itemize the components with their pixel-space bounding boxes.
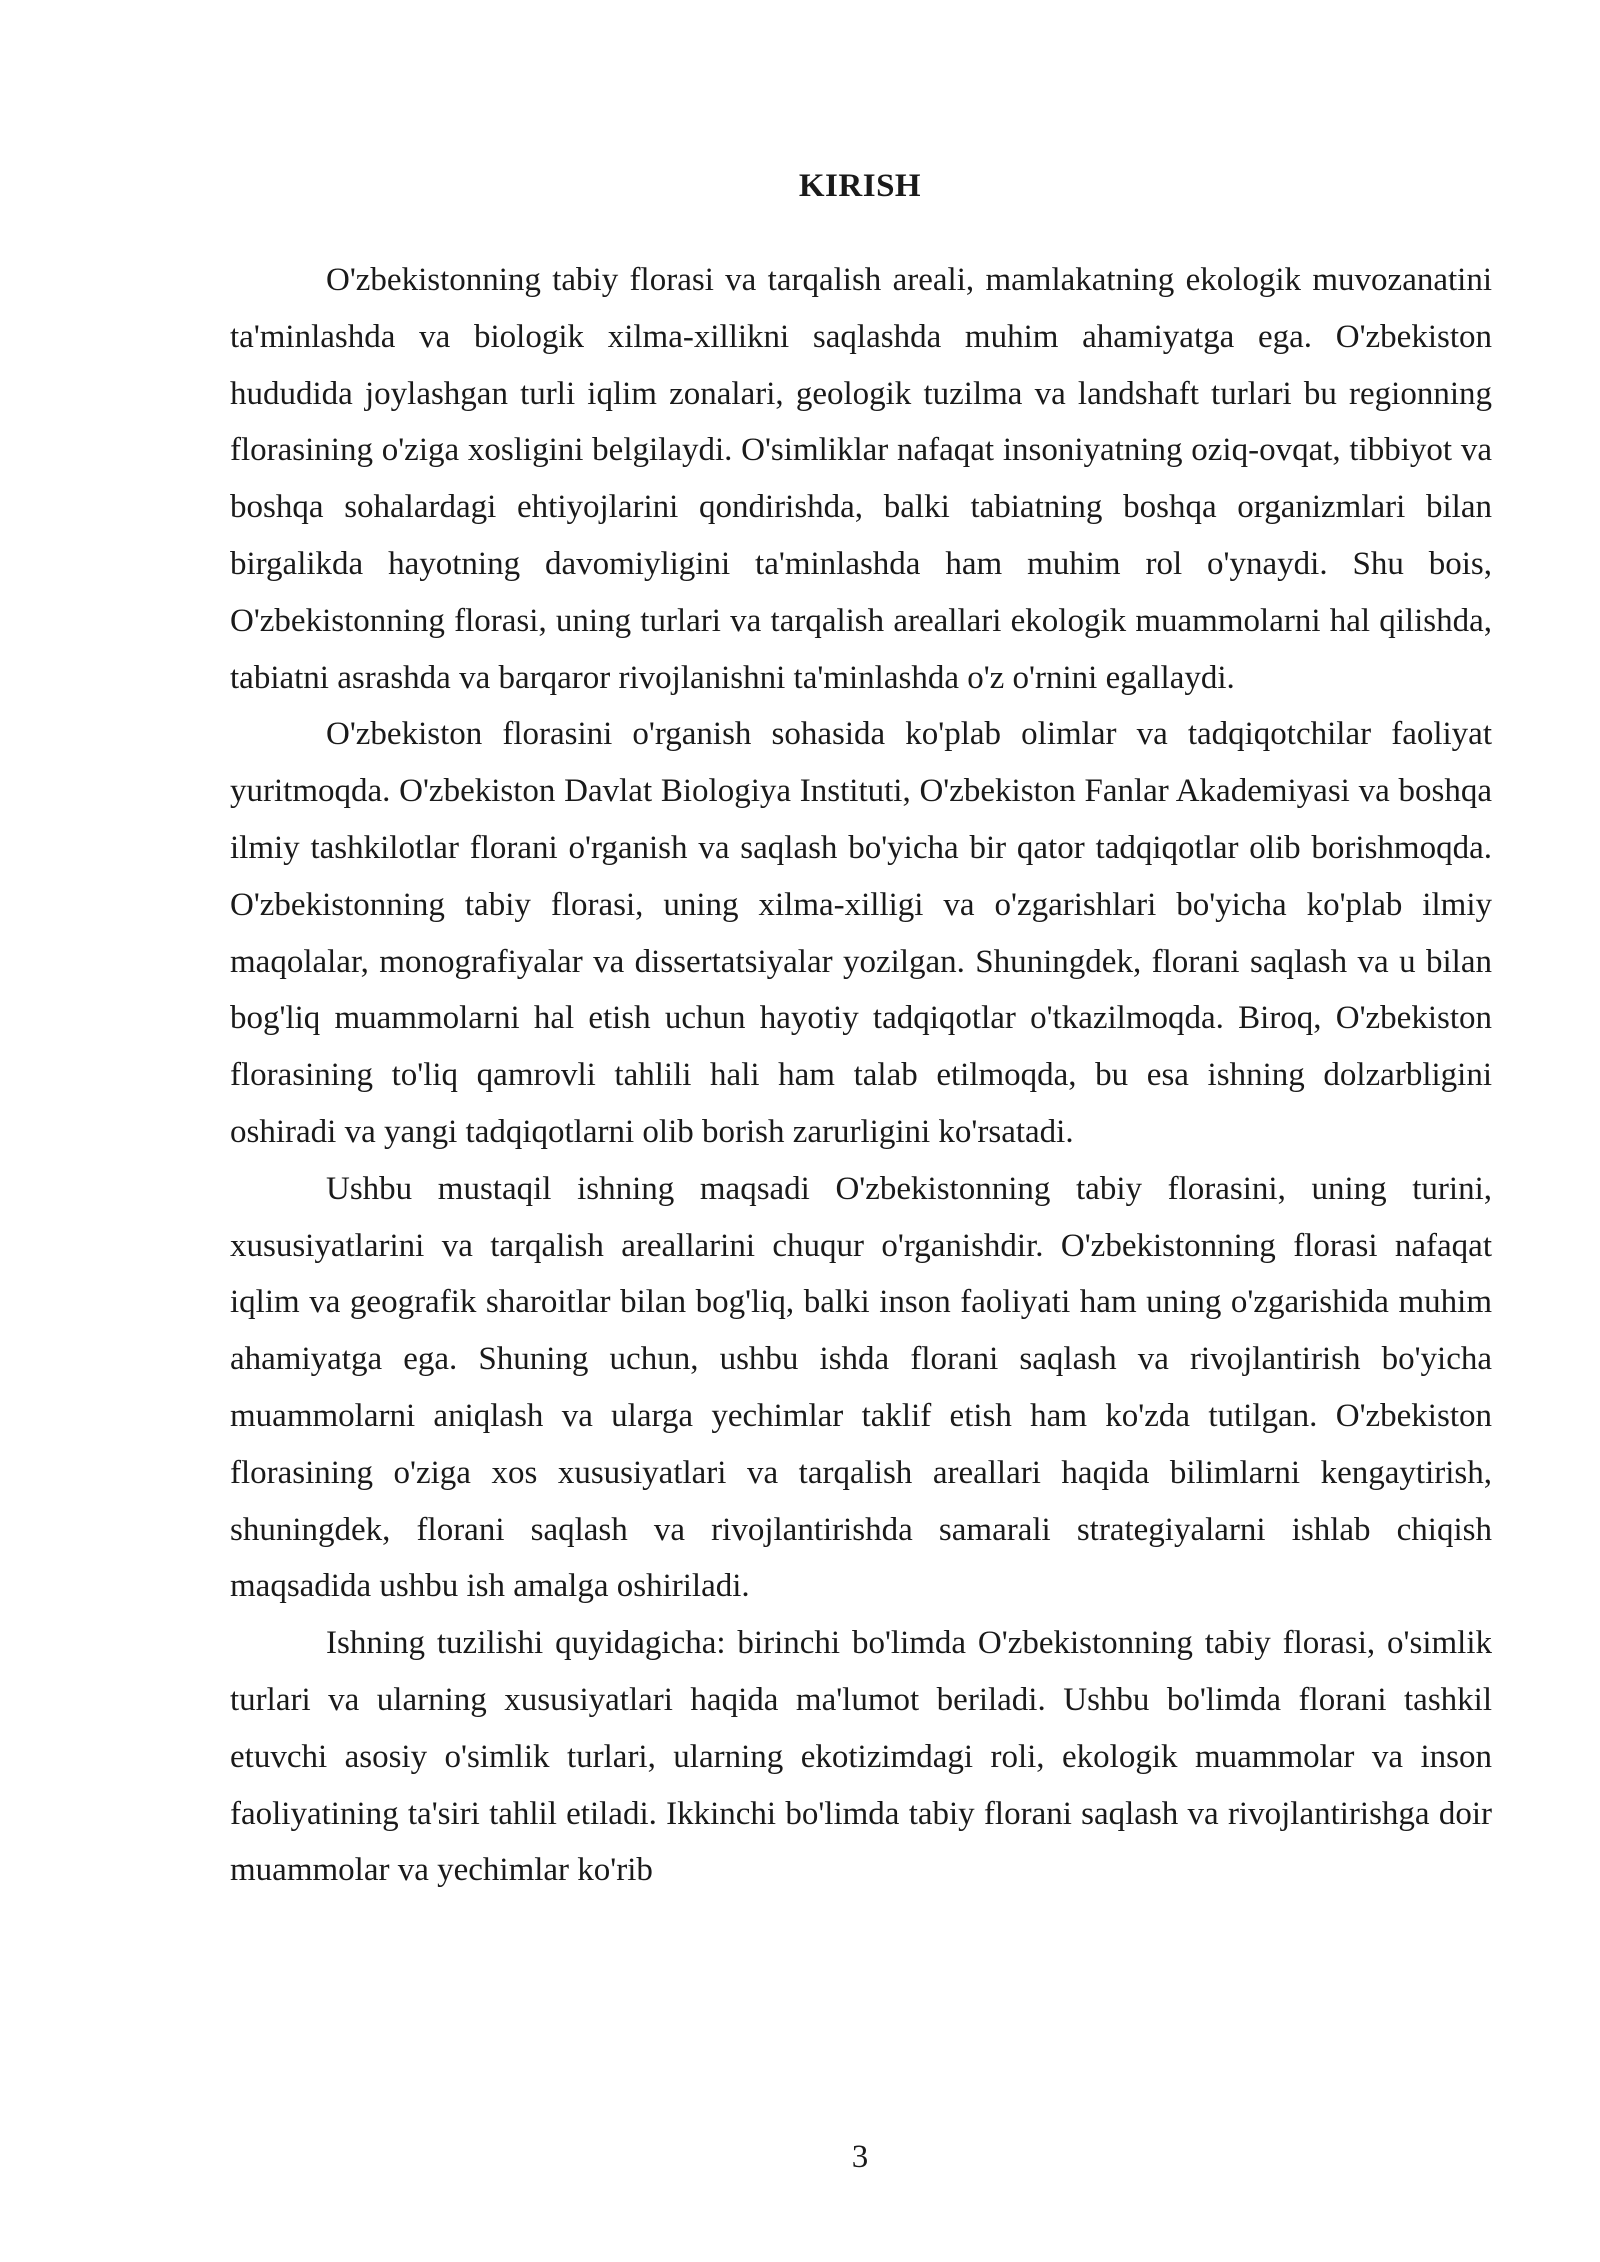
- paragraph-3: Ushbu mustaqil ishning maqsadi O'zbekistonning tabiy florasini, uning turini, xususiyatlarini va tarqalish areallarini chuqur o'rganishdir. O'zbekistonning florasi nafaqat iqlim va geografik sharoitlar bilan bog'liq, balki inson faoliyati ham uning o'zgarishida muhim ahamiyatga ega. Shuning uchun, ushbu ishda florani saqlash va rivojlantirish bo'yicha muammolarni aniqlash va ularga yechimlar taklif etish ham ko'zda tutilgan. O'zbekiston florasining o'ziga xos xususiyatlari va tarqalish areallari haqida bilimlarni kengaytirish, shuningdek, florani saqlash va rivojlantirishda samarali strategiyalarni ishlab chiqish maqsadida ushbu ish amalga oshiriladi.: [230, 1170, 1492, 1605]
- body-text: [230, 252, 1492, 1899]
- page-title: KIRISH: [798, 168, 922, 204]
- paragraph-4: Ishning tuzilishi quyidagicha: birinchi bo'limda O'zbekistonning tabiy florasi, o'simlik turlari va ularning xususiyatlari haqida ma'lumot beriladi. Ushbu bo'limda florani tashkil etuvchi asosiy o'simlik turlari, ularning ekotizimdagi roli, ekologik muammolar va inson faoliyatining ta'siri tahlil etiladi. Ikkinchi bo'limda tabiy florani saqlash va rivojlantirishga doir muammolar va yechimlar ko'rib: [230, 1625, 1492, 1889]
- paragraph-2: O'zbekiston florasini o'rganish sohasida ko'plab olimlar va tadqiqotchilar faoliyat yuritmoqda. O'zbekiston Davlat Biologiya Instituti, O'zbekiston Fanlar Akademiyasi va boshqa ilmiy tashkilotlar florani o'rganish va saqlash bo'yicha bir qator tadqiqotlar olib borishmoqda. O'zbekistonning tabiy florasi, uning xilma-xilligi va o'zgarishlari bo'yicha ko'plab ilmiy maqolalar, monografiyalar va dissertatsiyalar yozilgan. Shuningdek, florani saqlash va u bilan bog'liq muammolarni hal etish uchun hayotiy tadqiqotlar o'tkazilmoqda. Biroq, O'zbekiston florasining to'liq qamrovli tahlili hali ham talab etilmoqda, bu esa ishning dolzarbligini oshiradi va yangi tadqiqotlarni olib borish zarurligini ko'rsatadi.: [230, 716, 1492, 1150]
- paragraph-1: O'zbekistonning tabiy florasi va tarqalish areali, mamlakatning ekologik muvozanatini ta'minlashda va biologik xilma-xillikni saqlashda muhim ahamiyatga ega. O'zbekiston hududida joylashgan turli iqlim zonalari, geologik tuzilma va landshaft turlari bu regionning florasining o'ziga xosligini belgilaydi. O'simliklar nafaqat insoniyatning oziq-ovqat, tibbiyot va boshqa sohalardagi ehtiyojlarini qondirishda, balki tabiatning boshqa organizmlari bilan birgalikda hayotning davomiyligini ta'minlashda ham muhim rol o'ynaydi. Shu bois, O'zbekistonning florasi, uning turlari va tarqalish areallari ekologik muammolarni hal qilishda, tabiatni asrashda va barqaror rivojlanishni ta'minlashda o'z o'rnini egallaydi.: [230, 262, 1492, 696]
- page-number: 3: [851, 2139, 869, 2175]
